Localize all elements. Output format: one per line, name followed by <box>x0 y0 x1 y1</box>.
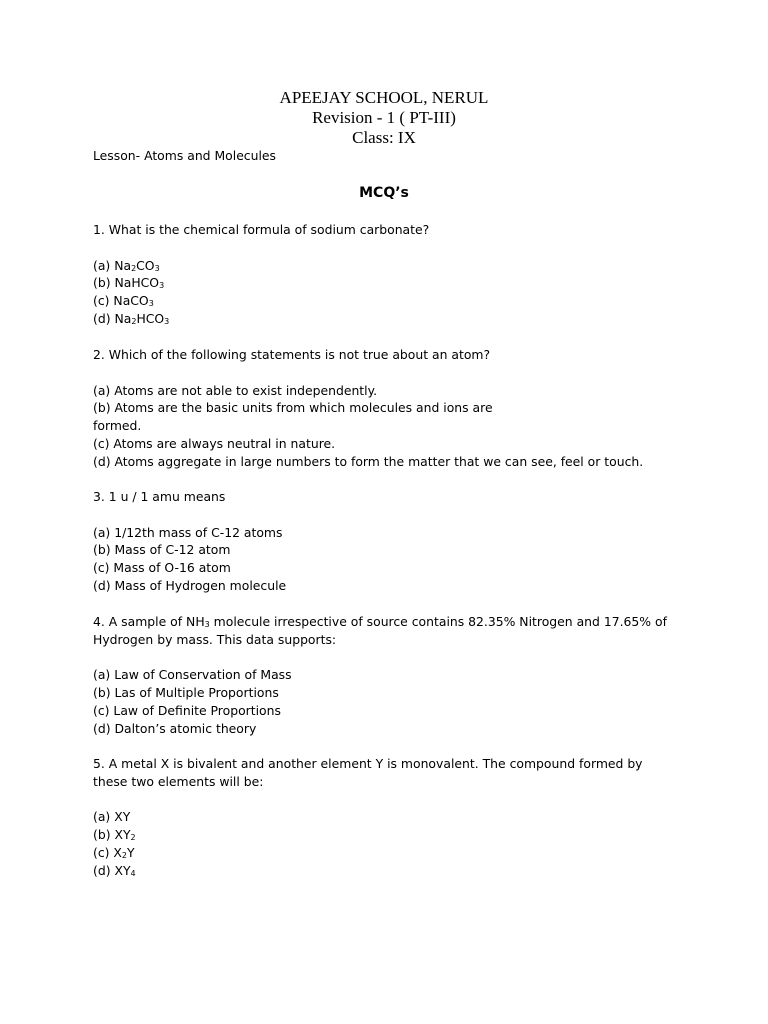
spacer <box>93 239 693 257</box>
text-segment: HCO <box>136 310 165 326</box>
text-segment: CO <box>136 257 155 273</box>
spacer <box>93 364 693 382</box>
text-segment: Y <box>127 844 135 860</box>
question-text <box>93 221 693 239</box>
option-item <box>93 453 693 471</box>
text-segment: (d) XY <box>93 862 131 878</box>
text-segment: (b) NaHCO <box>93 275 160 291</box>
option-list <box>93 257 693 328</box>
question-text <box>93 755 693 791</box>
question-block <box>93 221 693 328</box>
subscript: 3 <box>154 263 160 273</box>
option-item <box>93 310 693 328</box>
text-segment: (c) Atoms are always neutral in nature. <box>93 435 336 451</box>
option-item <box>93 417 693 435</box>
option-item <box>93 666 693 684</box>
question-line: 2. Which of the following statements is not true about an atom? <box>93 347 491 362</box>
class-label: Class: IX <box>352 128 416 147</box>
text-segment: 4. A sample of NH <box>93 614 205 629</box>
option-item <box>93 399 693 417</box>
question-line: 1. What is the chemical formula of sodium carbonate? <box>93 222 430 237</box>
option-item <box>93 844 693 862</box>
question-text <box>93 488 693 506</box>
question-line <box>93 631 693 649</box>
option-list <box>93 524 693 595</box>
option-item <box>93 826 693 844</box>
text-segment: (c) X <box>93 844 122 860</box>
question-block <box>93 613 693 738</box>
question-line: 3. 1 u / 1 amu means <box>93 489 226 504</box>
option-list <box>93 382 693 471</box>
question-line: 5. A metal X is bivalent and another element Y is monovalent. The compound formed by <box>93 756 643 771</box>
subscript: 3 <box>164 316 170 326</box>
text-segment: (a) Na <box>93 257 132 273</box>
subscript: 2 <box>121 850 128 860</box>
revision-title: Revision - 1 ( PT-III) <box>312 108 456 127</box>
document-header <box>0 88 768 148</box>
option-item <box>93 435 693 453</box>
text-segment: (b) XY <box>93 827 131 843</box>
subscript: 2 <box>131 263 137 273</box>
text-segment: (a) 1/12th mass of C-12 atoms <box>93 524 283 540</box>
text-segment: (d) Atoms aggregate in large numbers to form the matter that we can see, feel or touch. <box>93 453 644 469</box>
text-segment: (c) Mass of O-16 atom <box>93 560 231 576</box>
option-item <box>93 577 693 595</box>
subscript: 2 <box>131 316 137 326</box>
option-list <box>93 808 693 879</box>
text-segment: (a) Law of Conservation of Mass <box>93 667 292 683</box>
text-segment: (a) XY <box>93 809 131 825</box>
school-name: APEEJAY SCHOOL, NERUL <box>279 88 489 107</box>
option-item <box>93 559 693 577</box>
option-item <box>93 808 693 826</box>
text-segment: (b) Las of Multiple Proportions <box>93 685 279 701</box>
option-item <box>93 274 693 292</box>
spacer <box>93 506 693 524</box>
question-text <box>93 613 693 649</box>
text-segment: (c) NaCO <box>93 293 149 309</box>
text-segment: (d) Mass of Hydrogen molecule <box>93 577 287 593</box>
subscript: 2 <box>130 833 136 843</box>
option-item <box>93 684 693 702</box>
text-segment: (c) Law of Definite Proportions <box>93 702 281 718</box>
spacer <box>93 791 693 809</box>
text-segment: molecule irrespective of source contains 82.35% Nitrogen and 17.65% of <box>209 614 667 629</box>
question-text <box>93 346 693 364</box>
question-block <box>93 488 693 595</box>
option-item <box>93 862 693 880</box>
lesson-title: Lesson- Atoms and Molecules <box>93 148 276 163</box>
option-item <box>93 702 693 720</box>
option-item <box>93 524 693 542</box>
subscript: 4 <box>130 868 136 878</box>
text-segment: formed. <box>93 418 142 434</box>
spacer <box>93 649 693 667</box>
subscript: 3 <box>204 620 210 629</box>
text-segment: (b) Mass of C-12 atom <box>93 542 231 558</box>
option-item <box>93 382 693 400</box>
question-line <box>93 613 693 631</box>
option-list <box>93 666 693 737</box>
subscript: 3 <box>148 299 154 309</box>
text-segment: (b) Atoms are the basic units from which molecules and ions are <box>93 400 493 416</box>
text-segment: (d) Dalton’s atomic theory <box>93 720 257 736</box>
option-item <box>93 292 693 310</box>
section-title: MCQ’s <box>359 185 409 201</box>
text-segment: Hydrogen by mass. This data supports: <box>93 631 337 647</box>
text-segment: (a) Atoms are not able to exist independently. <box>93 382 378 398</box>
question-block <box>93 755 693 880</box>
option-item <box>93 257 693 275</box>
question-line: these two elements will be: <box>93 773 264 789</box>
option-item <box>93 720 693 738</box>
question-block <box>93 346 693 471</box>
option-item <box>93 541 693 559</box>
text-segment: (d) Na <box>93 310 132 326</box>
subscript: 3 <box>159 281 165 291</box>
